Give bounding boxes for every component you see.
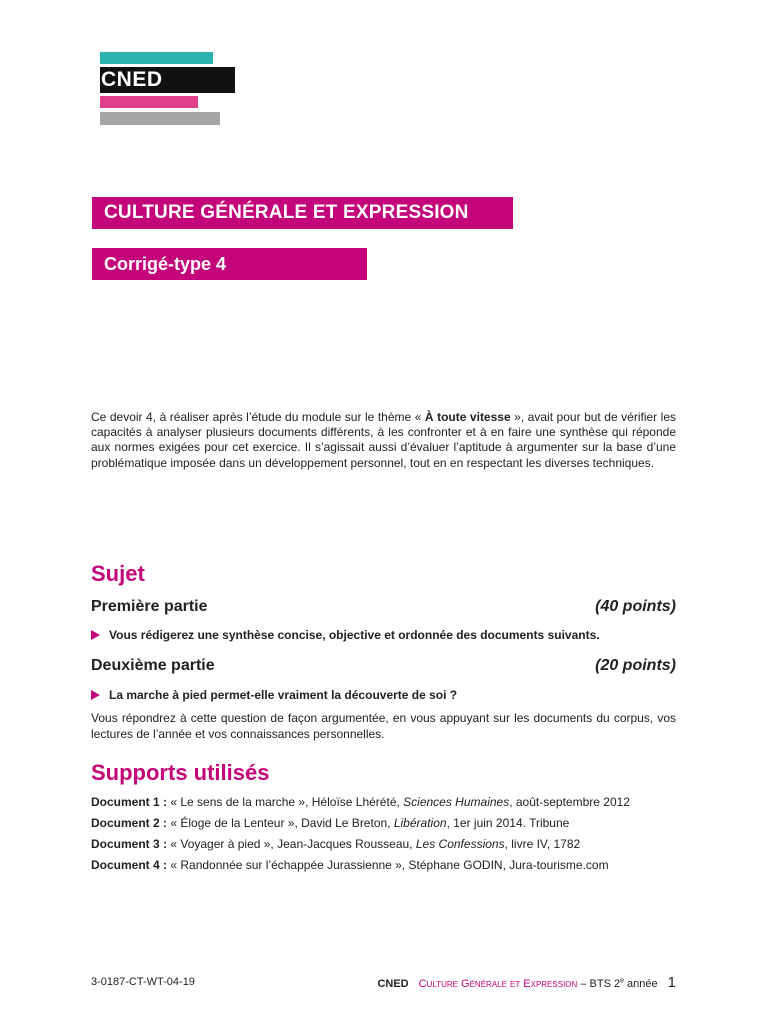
document-source: Libération: [393, 816, 447, 830]
document-text: « Randonnée sur l’échappée Jurassienne », Stéphane GODIN, Jura-tourisme.com: [167, 858, 609, 872]
part-one-header: [91, 598, 676, 620]
footer-cned: CNED: [377, 978, 409, 990]
document-item: [91, 836, 691, 857]
document-text: « Éloge de la Lenteur », David Le Breton,: [167, 816, 394, 830]
document-text: « Le sens de la marche », Héloïse Lhérété,: [167, 795, 404, 809]
part-one-points: (40 points): [595, 598, 676, 615]
part-two-instruction: [91, 688, 676, 702]
document-date: , livre IV, 1782: [504, 837, 581, 851]
document-date: , 1er juin 2014. Tribune: [446, 816, 570, 830]
part-two-paragraph: Vous répondrez à cette question de façon argumentée, en vous appuyant sur les documents du corpus, vos lectures de l’année et vos connaissances personnelles.: [91, 711, 676, 741]
document-subtitle: Corrigé-type 4: [92, 248, 367, 280]
document-source: Sciences Humaines: [403, 795, 510, 809]
document-list: [91, 794, 691, 878]
logo-pink-bar: [100, 96, 198, 108]
logo-gray-bar: [100, 112, 220, 125]
intro-theme: À toute vitesse: [424, 410, 511, 424]
heading-sujet: Sujet: [91, 561, 145, 586]
heading-supports: Supports utilisés: [91, 760, 270, 785]
part-one-name: Première partie: [91, 598, 208, 615]
page-number: 1: [667, 974, 676, 991]
page-footer: [0, 974, 768, 994]
document-date: , août-septembre 2012: [509, 795, 630, 809]
part-two-name: Deuxième partie: [91, 657, 215, 674]
footer-level-sup: e: [620, 977, 624, 985]
part-two-question: La marche à pied permet-elle vraiment la découverte de soi ?: [109, 688, 458, 702]
document-source: Les Confessions: [415, 837, 505, 851]
logo-text: CNED: [101, 68, 163, 91]
document-label: Document 1 :: [91, 795, 168, 809]
document-text: « Voyager à pied », Jean-Jacques Rousseau,: [167, 837, 416, 851]
document-code: 3-0187-CT-WT-04-19: [91, 976, 195, 988]
document-item: [91, 857, 691, 878]
document-item: [91, 815, 691, 836]
footer-course: Culture Générale et Expression: [418, 978, 578, 990]
triangle-bullet-icon: [91, 630, 100, 640]
triangle-bullet-icon: [91, 690, 100, 700]
footer-level: – BTS 2: [577, 978, 621, 990]
part-two-points: (20 points): [595, 657, 676, 674]
part-one-instruction-text: Vous rédigerez une synthèse concise, objective et ordonnée des documents suivants.: [109, 628, 600, 642]
part-two-header: [91, 657, 676, 679]
part-one-instruction: [91, 628, 676, 642]
logo-teal-bar: [100, 52, 213, 64]
document-label: Document 4 :: [91, 858, 168, 872]
document-title: CULTURE GÉNÉRALE ET EXPRESSION: [92, 197, 513, 229]
document-item: [91, 794, 691, 815]
intro-text-before: Ce devoir 4, à réaliser après l’étude du module sur le thème «: [91, 410, 425, 424]
intro-text-after: », avait pour but de vérifier les capacités à analyser plusieurs documents différents, à les confronter et à en faire une synthèse qui réponde aux normes exigées pour cet exercice. Il s’agissait aussi d’évaluer l’aptitude à argumenter sur la base d’une problématique imposée dans un développement personnel, tout en en respectant les diverses techniques.: [91, 410, 677, 470]
footer-right: [377, 974, 676, 991]
document-label: Document 2 :: [91, 816, 168, 830]
intro-paragraph: [91, 410, 676, 471]
document-label: Document 3 :: [91, 837, 168, 851]
footer-year: année: [624, 978, 658, 990]
